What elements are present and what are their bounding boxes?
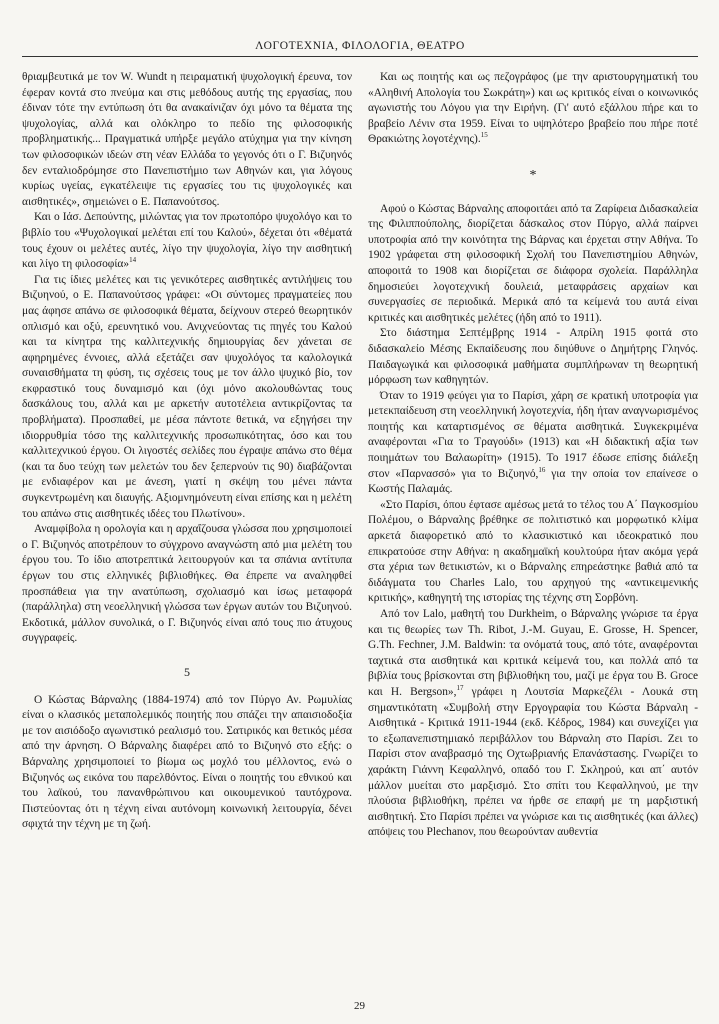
paragraph: Στο διάστημα Σεπτέμβρης 1914 - Απρίλη 1915 φοιτά στο διδασκαλείο Μέσης Εκπαίδευσης που διηύθυνε ο Δημήτρης Γληνός. Παιδαγωγικά και φιλοσοφικά μαθήματα συμπλήρωναν τη θεωρητική μόρφωση των καθηγητών. [368, 327, 698, 387]
left-column [22, 70, 352, 833]
running-header: ΛΟΓΟΤΕΧΝΙΑ, ΦΙΛΟΛΟΓΙΑ, ΘΕΑΤΡΟ [22, 40, 698, 57]
paragraph-text: για την οποία τον επαίνεσε ο Κωστής Παλαμάς. [368, 467, 698, 496]
paragraph-text: Και ως ποιητής και ως πεζογράφος (με την αριστουργηματική του «Αληθινή Απολογία του Σωκράτη») και ως κριτικός είναι ο κοινωνικός αγωνιστής του Λόγου για την Ειρήνη. (Γι' αυτό εξάλλου πήρε και το βραβείο Λένιν στα 1959. Είναι το υψηλότερο βραβείο που πήρε ποτέ Θρακιώτης λογοτέχνης). [368, 71, 698, 146]
paragraph: Αφού ο Κώστας Βάρναλης αποφοιτάει από τα Ζαρίφεια Διδασκαλεία της Φιλιππούπολης, διορίζεται δάσκαλος στον Πύργο, αλλά παίρνει υποτροφία από την κοινότητα της Βάρνας και έρχεται στην Αθήνα. Το 1902 γράφεται στη φιλοσοφική Σχολή του Πανεπιστημίου Αθηνών, αποφοιτά το 1908 και διορίζεται σε διάφορα σχολεία. Παράλληλα δημοσιεύει λογοτεχνική δουλειά, μεταφράσεις αρχαίων και συνεργασίες σε περιοδικά. Μερικά από τα κείμενά του αυτά είναι κριτικές και αισθητικές μελέτες (ήδη από το 1911). [368, 202, 698, 324]
paragraph: θριαμβευτικά με τον W. Wundt η πειραματική ψυχολογική έρευνα, τον έφεραν κοντά στο πνεύμα και στις μεθόδους αυτής της εργασίας, που έδιναν τότε την εντύπωση ότι θα ανακαίνιζαν όχι μόνο τα θέματα της ψυχολογίας, αλλά και ολόκληρο το πεδίο της φιλοσοφικής προβληματικής... Πραγματικά υπήρξε μεγάλο ατύχημα για την κίνηση των φιλοσοφικών ιδεών στη νέαν Ελλάδα το γεγονός ότι ο Γ. Βιζυηνός δεν ενταλιοδρόμησε στο Πανεπιστήμιο των Αθηνών και, για λόγους κυρίως υγείας, εγκατέλειψε τις εργασίες του τις ψυχολογικές και αισθητικές», σημειώνει ο Ε. Παπανούτσος. [22, 71, 352, 208]
right-column [368, 70, 698, 841]
paragraph-text: Από τον Lalo, μαθητή του Durkheim, ο Βάρναλης γνώρισε τα έργα και τις θεωρίες των Th. Ribot, J.-M. Guyau, E. Grosse, H. Spencer, G.Th. Fechner, J.M. Baldwin: τα ονόματά τους, από τότε, αναφέρονται ταχτικά στα αισθητικά και κριτικά κείμενά του, και πολλά από τα βιβλία τους βρίσκονται στη βιβλιοθήκη του, μαζί με έργα του B. Groce και H. Bergson», [368, 608, 698, 698]
paragraph: «Στο Παρίσι, όπου έφτασε αμέσως μετά το τέλος του Α΄ Παγκοσμίου Πολέμου, ο Βάρναλης βρέθηκε σε πολιτιστικό και μορφωτικό κλίμα αρκετά διαφορετικό από το κλασικιστικό και ιδεοκρατικό που επικρατούσε στην Αθήνα: η ακαδημαϊκή κουλτούρα ήταν ακόμα γερά στα χέρια των θετικιστών, κι ο Βάρναλης επηρεάστηκε βαθιά από τα διδάγματα του Charles Lalo, του αρχηγού της «αντικειμενικής κριτικής», καθηγητή της ιστορίας της τέχνης στη Σορβόνη. [368, 498, 698, 605]
paragraph [22, 210, 352, 272]
footnote-ref: 16 [538, 465, 546, 474]
footnote-ref: 17 [456, 684, 464, 693]
paragraph-text: Και ο Ιάσ. Δεπούντης, μιλώντας για τον πρωτοπόρο ψυχολόγο και το βιβλίο του «Ψυχολογικαί μελέται επί του Καλού», δέχεται ότι «θέματά τους έχουν οι μελέτες αυτές, λίγο την ψυχολογία, λίγο την αισθητική και λίγο τη φιλοσοφία» [22, 211, 352, 271]
paragraph-text: γράφει η Λουτσία Μαρκεζέλι - Λουκά στη σημαντικότατη «Συμβολή στην Εργογραφία του Κώστα Βάρναλη - Αισθητικά - Κριτικά 1911-1944 (εκδ. Κέδρος, 1984) και συνεχίζει για το εξωπανεπιστημιακό περιβάλλον του Βάρναλη στο Παρίσι. Ζει το Παρίσι στον αναβρασμό της Οχτωβριανής Επανάστασης. Γνωρίζει το χαράκτη Γιάννη Κεφαλληνό, οπαδό του Γ. Σκληρού, και απ΄ αυτόν μάλλον μυείται στο μαρξισμό. Στο σπίτι του Κεφαλληνού, με την πλούσια βιβλιοθήκη, πρέπει να ήρθε σε επαφή με τη μαρξιστική αισθητική. Στο Παρίσι πρέπει να γνώρισε και τις αισθητικές (και άλλες) απόψεις του Plechanov, που θεωρούνταν αυθεντία [368, 685, 698, 839]
page-number: 29 [354, 1000, 365, 1012]
paragraph: Ο Κώστας Βάρναλης (1884-1974) από τον Πύργο Αν. Ρωμυλίας είναι ο κλασικός μεταπολεμικός ποιητής που σπάζει την απαισιοδοξία με τον αισιόδοξο αγωνιστικό ρεαλισμό του. Σατιρικός και θετικός μέσα από την άρνηση. Ο Βάρναλης διαφέρει από το Βιζυηνό στο εξής: ο Βάρναλης χρησιμοποιεί το βίωμα ως μοχλό του μέλλοντος, ενώ ο Βιζυηνός ως εικόνα του παρελθόντος. Είναι ο ποιητής του εθνικού και του λαϊκού, του πανανθρώπινου και οικουμενικού ταυτόχρονα. Πιστεύοντας ότι η τέχνη είναι αυτόνομη κοινωνική λειτουργία, δένει σφιχτά την τέχνη με τη ζωή. [22, 693, 352, 831]
section-number: 5 [184, 664, 190, 679]
paragraph [368, 607, 698, 841]
section-separator: * [529, 167, 537, 183]
paragraph [368, 70, 698, 148]
paragraph [368, 389, 698, 498]
paragraph-text: Όταν το 1919 φεύγει για το Παρίσι, χάρη σε κρατική υποτροφία για μετεκπαίδευση στη νεοελληνική λογοτεχνία, ήδη ήταν αναγνωρισμένος ποιητής και καταρτισμένος σε θέματα αισθητικά. Συγκεκριμένα αναφέρονται «Για το Τραγούδι» (1913) και «Η διδακτική αξία των ποιημάτων του Βαλαωρίτη» (1915). Το 1917 έδωσε επίσης διάλεξη στον «Παρνασσό» για το Βιζυηνό, [368, 389, 698, 480]
paragraph: Αναμφίβολα η ορολογία και η αρχαΐζουσα γλώσσα που χρησιμοποιεί ο Γ. Βιζυηνός αποτρέπουν το σύγχρονο αναγνώστη από μια μελέτη του έργου του. Το ίδιο αποτρεπτικά λειτουργούν και τα σπάνια αντίτυπα έργων του στις ελληνικές βιβλιοθήκες. Θα έπρεπε να αναληφθεί προσπάθεια για την ανατύπωση, σχολιασμό και ίσως μεταφορά (παράλληλα) στη νεοελληνική γλώσσα των έργων αυτών του Βιζυηνού. Εκδοτικά, μάλλον συνολικά, ο Γ. Βιζυηνός είναι από τους πιο άτυχους συγγραφείς. [22, 523, 352, 645]
footnote-ref: 15 [480, 131, 488, 140]
paragraph: Για τις ίδιες μελέτες και τις γενικότερες αισθητικές αντιλήψεις του Βιζυηνού, ο Ε. Παπανούτσος γράφει: «Οι σύντομες πραγματείες που μας άφησε απάνω σε φιλοσοφικά θέματα, δείχνουν στερεό θεωρητικόν οπλισμό και οξύ, ερευνητικό νου. Ανιχνεύοντας τις πηγές του Καλού και τα κίνητρα της καλλιτεχνικής δημιουργίας δεν χάνεται σε αφηρημένες έννοιες, αλλά εξετάζει σαν ψυχολόγος τα καλολογικά συναισθήματα τη φύση, τις σχέσεις τους με τον άλλο ψυχικό βίο, τον εκφραστικό τους δυναμισμό και (όχι μόνο ακολουθώντας τους δασκάλους του, αλλά και με αρκετήν αυτοτέλεια αντικρίζοντας τα προβλήματα). Προσπαθεί, με μέσα πάντοτε θετικά, να εξηγήσει την ιδιορρυθμία τόσο της καλλιτεχνικής προσωπικότητας, όσο και του καλλιτεχνικού έργου. Οι λιγοστές σελίδες που έγραψε απάνω στο θέμα (και τα δυο τεύχη των μελετών του δεν ξεπερνούν τις 90) διαβάζονται με ενδιαφέρον και με άνεση, γιατί η σκέψη του μένει πάντα συγκεντρωμένη και διαυγής. Αξιομνημόνευτη είναι επίσης και η μελέτη του απάνω στις αισθητικές ιδέες του Πλωτίνου». [22, 273, 352, 520]
footnote-ref: 14 [129, 256, 137, 265]
